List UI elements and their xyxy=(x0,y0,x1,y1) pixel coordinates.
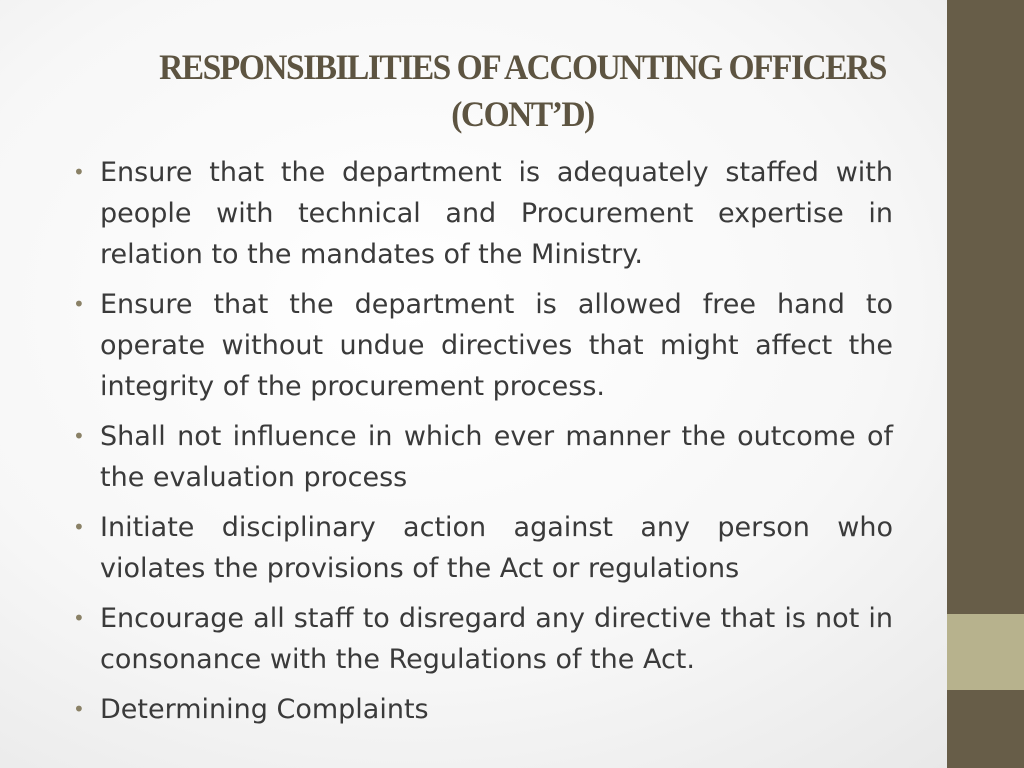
bullet-marker: • xyxy=(73,160,85,184)
bullet-marker: • xyxy=(73,424,85,448)
sidebar-band-middle xyxy=(947,614,1024,690)
sidebar-band-bottom xyxy=(947,690,1024,768)
slide-title xyxy=(130,44,916,138)
bullet-list xyxy=(70,152,893,739)
decorative-sidebar xyxy=(947,0,1024,768)
bullet-marker: • xyxy=(73,606,85,630)
bullet-item xyxy=(70,689,893,730)
bullet-marker: • xyxy=(73,697,85,721)
bullet-item xyxy=(70,507,893,589)
bullet-text: Shall not influence in which ever manner the outcome of the evaluation process xyxy=(100,421,893,493)
bullet-text: Ensure that the department is allowed free hand to operate without undue directives that might affect the integrity of the procurement process. xyxy=(100,289,893,402)
bullet-text: Ensure that the department is adequately staffed with people with technical and Procurement expertise in relation to the mandates of the Ministry. xyxy=(100,157,893,270)
sidebar-band-top xyxy=(947,0,1024,614)
bullet-text: Encourage all staff to disregard any directive that is not in consonance with the Regulations of the Act. xyxy=(100,603,893,675)
slide-title-line-2: (CONT’D) xyxy=(451,94,594,134)
bullet-item xyxy=(70,284,893,407)
bullet-item xyxy=(70,598,893,680)
bullet-marker: • xyxy=(73,292,85,316)
bullet-text: Initiate disciplinary action against any person who violates the provisions of the Act or regulations xyxy=(100,512,893,584)
bullet-item xyxy=(70,152,893,275)
bullet-item xyxy=(70,416,893,498)
bullet-marker: • xyxy=(73,515,85,539)
slide-title-line-1: RESPONSIBILITIES OF ACCOUNTING OFFICERS xyxy=(159,47,886,87)
bullet-text: Determining Complaints xyxy=(100,694,429,725)
